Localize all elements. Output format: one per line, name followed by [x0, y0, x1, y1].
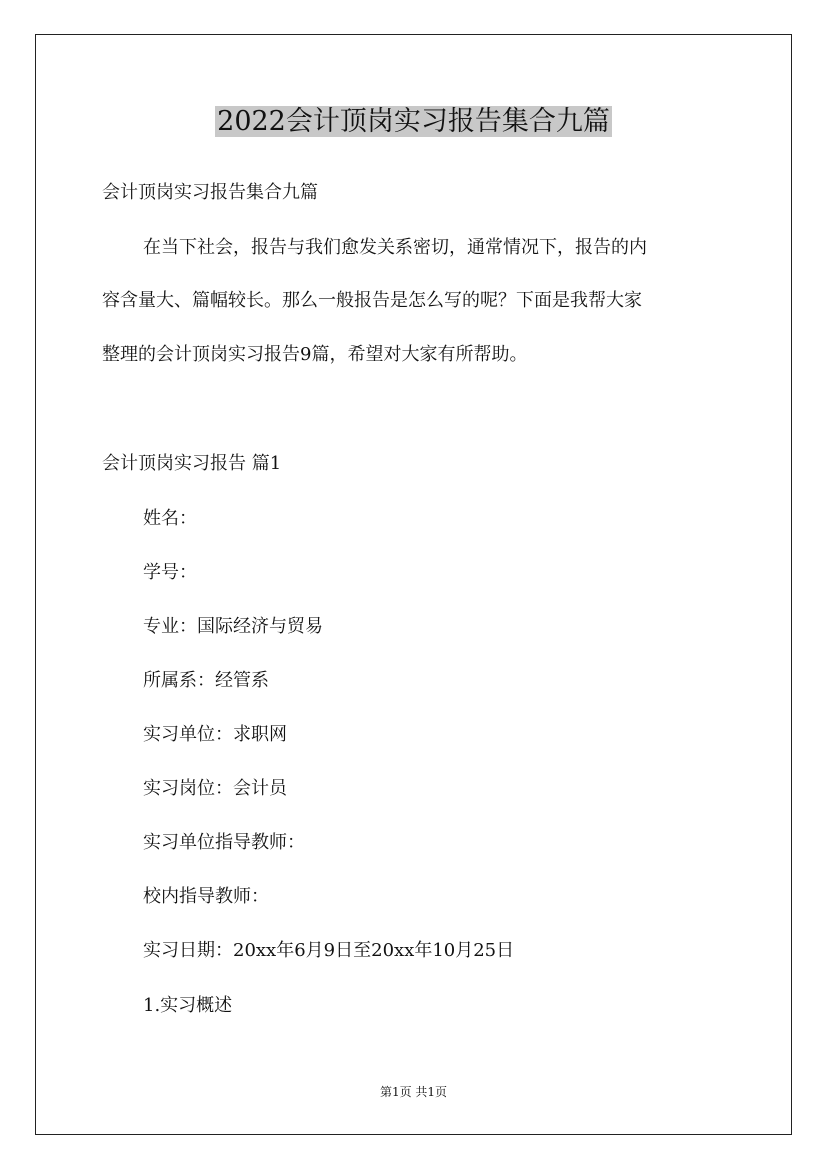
field-internship-dates: 实习日期：20xx年6月9日至20xx年10月25日 — [143, 940, 515, 961]
outline-item: 1.实习概述 — [143, 995, 233, 1016]
intro-line-2: 容含量大、篇幅较长。那么一般报告是怎么写的呢？下面是我帮大家 — [102, 290, 642, 311]
intro-line-3: 整理的会计顶岗实习报告9篇，希望对大家有所帮助。 — [102, 344, 528, 365]
document-title — [0, 102, 827, 142]
page-footer: 第1页 共1页 — [379, 1085, 448, 1099]
section-heading: 会计顶岗实习报告 篇1 — [102, 453, 282, 474]
field-internship-position: 实习岗位：会计员 — [143, 778, 287, 799]
field-student-id: 学号： — [143, 562, 197, 583]
intro-line-1: 在当下社会，报告与我们愈发关系密切，通常情况下，报告的内 — [143, 237, 647, 258]
field-school-instructor: 校内指导教师： — [143, 886, 269, 907]
field-major: 专业：国际经济与贸易 — [143, 616, 323, 637]
field-department: 所属系：经管系 — [143, 670, 269, 691]
document-title-text: 2022会计顶岗实习报告集合九篇 — [217, 106, 610, 137]
field-unit-instructor: 实习单位指导教师： — [143, 832, 305, 853]
document-subtitle: 会计顶岗实习报告集合九篇 — [102, 182, 318, 203]
field-name: 姓名： — [143, 508, 197, 529]
field-internship-unit: 实习单位：求职网 — [143, 724, 287, 745]
